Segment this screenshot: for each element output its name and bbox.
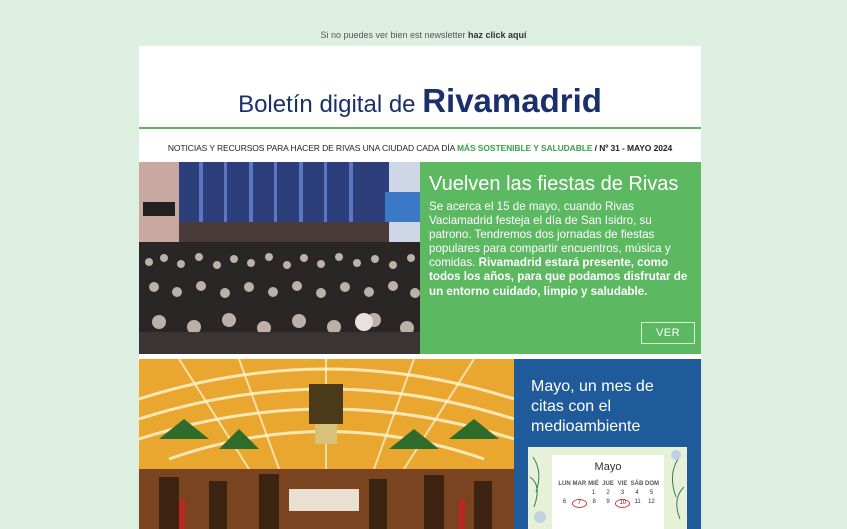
tagline-highlight: MÁS SOSTENIBLE Y SALUDABLE [456, 143, 593, 153]
masthead [139, 82, 701, 120]
concert-crowd-image[interactable] [139, 162, 420, 354]
preheader [0, 30, 847, 40]
tagline-text: NOTICIAS Y RECURSOS PARA HACER DE RIVAS UNA CIUDAD CADA DÍA [167, 143, 457, 153]
calendar-month: Mayo [594, 461, 622, 473]
calendar-image[interactable] [528, 447, 687, 529]
story-fiestas [139, 162, 701, 354]
tagline [139, 143, 701, 153]
issue-info: / Nº 31 - MAYO 2024 [592, 143, 673, 153]
story-medioambiente [139, 359, 701, 529]
calendar-weekdays: LUN MAR MIÉ JUE VIE SÁB DOM [558, 481, 659, 487]
tent-illustration [139, 359, 514, 529]
preheader-text: Si no puedes ver bien est newsletter [320, 30, 469, 40]
medioambiente-title[interactable]: Mayo, un mes de citas con el medioambiente [531, 378, 654, 435]
fiestas-title[interactable]: Vuelven las fiestas de Rivas [429, 173, 679, 195]
beer-tent-image[interactable] [139, 359, 514, 529]
medioambiente-panel [514, 359, 701, 529]
concert-illustration [139, 162, 420, 354]
calendar-sheet [552, 455, 664, 529]
fiestas-panel [420, 162, 701, 354]
ver-button[interactable]: VER [641, 322, 695, 344]
fiestas-body-bold: Rivamadrid estará presente, como todos los años, para que podamos disfrutar de un entorno cuidado, limpio y saludable. [429, 256, 688, 298]
newsletter-card [139, 46, 701, 529]
masthead-prefix: Boletín digital de [238, 91, 423, 118]
header-divider [139, 127, 701, 129]
calendar-grid [558, 481, 658, 508]
fiestas-body-text: Se acerca el 15 de mayo, cuando Rivas Vaciamadrid festeja el día de San Isidro, su patrono. Tendremos dos jornadas de fiestas populares para compartir encuentros, música y comidas. [429, 200, 671, 270]
calendar-week: 6 7 8 9 10 11 12 [562, 499, 655, 506]
masthead-brand: Rivamadrid [422, 82, 602, 119]
fiestas-body [429, 200, 691, 299]
view-online-link[interactable]: haz click aquí [468, 30, 527, 40]
calendar-week: 1 2 3 4 5 [591, 490, 654, 496]
